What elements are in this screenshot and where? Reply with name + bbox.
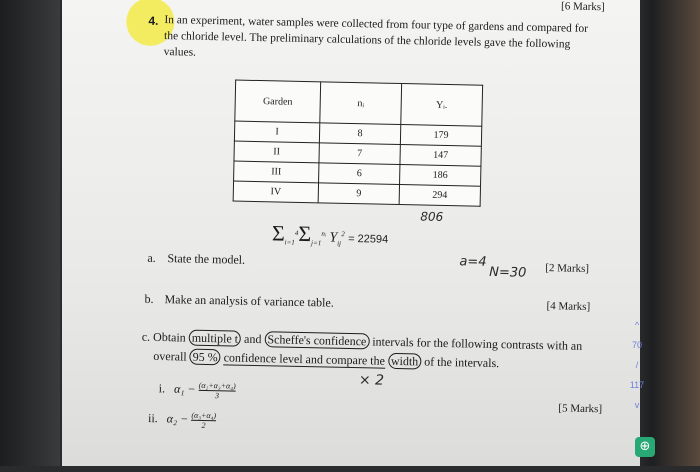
part-c-word: Obtain — [152, 329, 186, 345]
chloride-table — [233, 80, 484, 207]
current-page: 70 — [631, 340, 642, 350]
page-content — [57, 0, 645, 472]
part-a-label: a. — [147, 250, 156, 265]
part-c-marks: [5 Marks] — [558, 402, 603, 416]
part-c-text-end: of the intervals. — [424, 354, 500, 371]
contrast-2-numerator: (α₃+α₄) — [191, 410, 217, 421]
part-c-word: and — [243, 331, 262, 347]
cell-garden: II — [234, 141, 319, 163]
page-down-icon[interactable]: v — [634, 400, 640, 410]
part-c-underlined: confidence level and compare the — [223, 350, 386, 368]
handwritten-a-equals: a=4 — [459, 254, 487, 270]
zoom-icon[interactable]: ⊕ — [635, 437, 655, 457]
contrast-2-label: ii. — [147, 411, 158, 426]
handwritten-total: 806 — [420, 209, 444, 224]
contrast-1-numerator: (α₂+α₃+α₄) — [198, 380, 236, 391]
contrast-1-denominator: 3 — [214, 391, 220, 401]
sum-value: = 22594 — [348, 232, 389, 246]
part-c-text-rest: intervals for the following contrasts with an — [372, 334, 583, 353]
question-number: 4. — [148, 13, 159, 28]
top-marks: [6 Marks] — [560, 0, 605, 14]
contrast-1 — [158, 380, 235, 401]
part-b-text: Make an analysis of variance table. — [164, 292, 334, 310]
part-c-text — [141, 328, 602, 376]
cell-n: 9 — [318, 183, 399, 205]
cell-y: 294 — [399, 185, 480, 207]
handwritten-times-two: × 2 — [358, 372, 385, 389]
part-a-text: State the model. — [167, 251, 246, 267]
page-navigator — [624, 320, 650, 420]
part-c-word: overall — [153, 348, 187, 364]
cell-n: 8 — [319, 123, 400, 145]
part-b-label: b. — [144, 291, 154, 306]
circled-width: width — [388, 353, 422, 370]
cell-garden: IV — [233, 181, 318, 203]
contrast-1-lhs: α₁ − — [173, 381, 196, 397]
handwritten-n-equals: N=30 — [489, 264, 527, 281]
page-up-icon[interactable]: ^ — [634, 320, 640, 330]
circled-95-percent: 95 % — [190, 349, 221, 366]
total-pages: 117 — [629, 380, 645, 390]
document-page — [62, 0, 640, 466]
cell-n: 7 — [319, 143, 400, 165]
part-c-label: c. — [141, 329, 151, 344]
question-intro: In an experiment, water samples were collected from four type of gardens and compared for the chloride level. The preliminary calculations of the chloride levels gave the following values. — [163, 14, 589, 59]
header-garden: Garden — [235, 80, 321, 123]
contrast-1-label: i. — [158, 381, 166, 396]
contrast-2-lhs: α₂ − — [166, 411, 189, 426]
sum-of-squares-formula: $\Sigma_{i=1}^4\Sigma_{j=1}^{nᵢ}$ $Y_{ij}^2 = 22594$ — [271, 220, 389, 248]
cell-garden: I — [234, 121, 319, 143]
circled-scheffe: Scheffe's confidence — [264, 331, 369, 349]
cell-y: 179 — [400, 125, 481, 147]
contrast-2-fraction — [191, 411, 216, 431]
cell-y: 186 — [400, 165, 481, 187]
contrast-2 — [148, 410, 216, 430]
tablet-bezel-left — [0, 0, 60, 466]
table-row — [233, 181, 480, 206]
cell-garden: III — [234, 161, 319, 183]
header-ni: nᵢ — [320, 82, 402, 125]
part-b-marks: [4 Marks] — [546, 300, 591, 314]
page-divider: / — [635, 360, 639, 370]
cell-n: 6 — [319, 163, 400, 185]
cell-y: 147 — [400, 145, 481, 167]
table-header-row — [235, 80, 483, 126]
header-yi: Yᵢ. — [401, 84, 483, 127]
contrast-2-denominator: 2 — [201, 420, 206, 430]
part-a-marks: [2 Marks] — [545, 262, 590, 275]
circled-multiple-t: multiple t — [189, 330, 242, 347]
contrast-1-fraction — [198, 381, 235, 401]
